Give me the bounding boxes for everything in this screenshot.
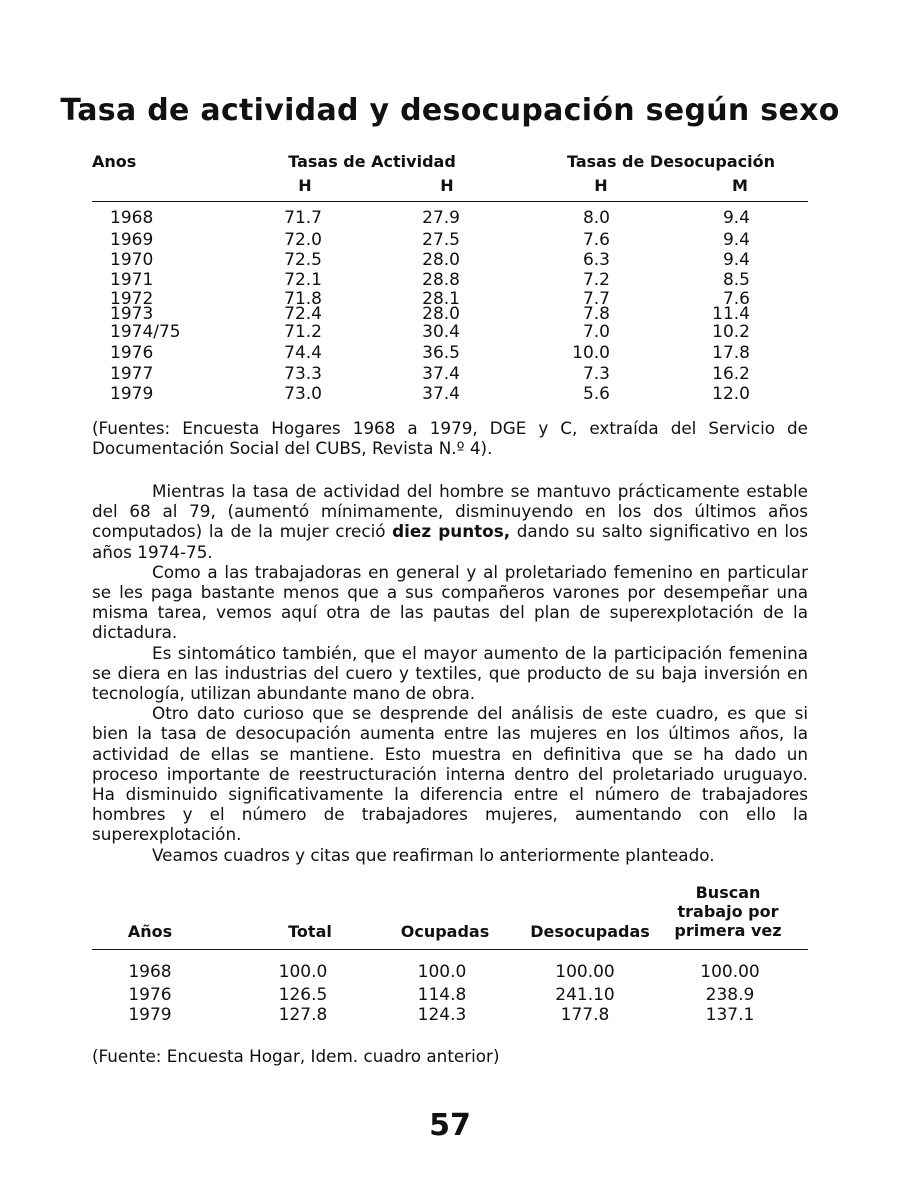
t1-value-cell: 7.6 xyxy=(722,289,750,309)
t1-value-cell: 9.4 xyxy=(722,250,750,270)
t2-year-cell: 1968 xyxy=(128,962,172,982)
p1-bold: diez puntos, xyxy=(392,521,511,542)
t1-value-cell: 71.2 xyxy=(284,322,322,342)
t1-value-cell: 7.3 xyxy=(582,364,610,384)
p1-text-a: Mientras la tasa de actividad del hombre se mantuvo prácticamente estable del 68 al 79, (aumentó mínimamente, disminuyendo en los dos últimos años computados) la de la mujer creció xyxy=(92,481,808,542)
t1-value-cell: 74.4 xyxy=(284,343,322,363)
t2-source-text: (Fuente: Encuesta Hogar, Idem. cuadro anterior) xyxy=(92,1046,500,1066)
t2-value-cell: 124.3 xyxy=(417,1005,467,1025)
t1-group-desocupacion: Tasas de Desocupación xyxy=(566,152,776,171)
t2-value-cell: 100.0 xyxy=(278,962,328,982)
t1-value-cell: 11.4 xyxy=(712,304,750,324)
t2-value-cell: 100.00 xyxy=(700,962,760,982)
t1-value-cell: 72.4 xyxy=(284,304,322,324)
t2-header-anos: Años xyxy=(127,922,173,941)
t1-source xyxy=(92,418,808,458)
t1-year-cell: 1977 xyxy=(110,364,154,384)
t1-header-rule xyxy=(92,201,808,202)
t2-value-cell: 127.8 xyxy=(278,1005,328,1025)
t1-value-cell: 7.8 xyxy=(582,304,610,324)
t1-year-cell: 1968 xyxy=(110,208,154,228)
t1-value-cell: 28.0 xyxy=(422,250,460,270)
t1-value-cell: 9.4 xyxy=(722,208,750,228)
p1-text-b: dando su salto significativo en los años 1974-75. xyxy=(92,521,809,562)
t1-value-cell: 8.0 xyxy=(582,208,610,228)
t1-value-cell: 7.7 xyxy=(582,289,610,309)
t1-year-cell: 1972 xyxy=(110,289,154,309)
t1-source-text: (Fuentes: Encuesta Hogares 1968 a 1979, DGE y C, extraída del Servicio de Documentación Social del CUBS, Revista N.º 4). xyxy=(92,418,808,459)
t1-value-cell: 9.4 xyxy=(722,230,750,250)
t1-sub-des-2: M xyxy=(732,176,748,195)
t2-header-ocupadas: Ocupadas xyxy=(400,922,490,941)
page-title: Tasa de actividad y desocupación según sexo xyxy=(60,93,840,128)
t1-sub-act-2: H xyxy=(440,176,454,195)
page-number: 57 xyxy=(429,1108,471,1143)
t1-year-cell: 1969 xyxy=(110,230,154,250)
t2-value-cell: 238.9 xyxy=(705,985,755,1005)
t1-value-cell: 12.0 xyxy=(712,384,750,404)
body-text xyxy=(92,481,808,865)
t1-value-cell: 73.3 xyxy=(284,364,322,384)
t2-year-cell: 1979 xyxy=(128,1005,172,1025)
t1-value-cell: 72.0 xyxy=(284,230,322,250)
t1-value-cell: 16.2 xyxy=(712,364,750,384)
t1-value-cell: 28.1 xyxy=(422,289,460,309)
t1-value-cell: 17.8 xyxy=(712,343,750,363)
t1-year-cell: 1974/75 xyxy=(110,322,181,342)
t2-header-buscan: Buscan trabajo por primera vez xyxy=(674,883,782,940)
t1-value-cell: 73.0 xyxy=(284,384,322,404)
paragraph-1 xyxy=(92,481,808,562)
t1-value-cell: 37.4 xyxy=(422,384,460,404)
paragraph-4: Otro dato curioso que se desprende del análisis de este cuadro, es que si bien la tasa de desocupación aumenta entre las mujeres en los últimos años, la actividad de ellas se mantiene. Esto muestra en definitiva que se ha dado un proceso importante de reestructuración interna dentro del proletariado uruguayo. Ha disminuido significativamente la diferencia entre el número de trabajadores hombres y el número de trabajadores mujeres, aumentando con ello la superexplotación. xyxy=(92,703,808,845)
t1-year-cell: 1979 xyxy=(110,384,154,404)
t1-value-cell: 8.5 xyxy=(722,270,750,290)
t1-sub-act-1: H xyxy=(298,176,312,195)
t1-year-cell: 1971 xyxy=(110,270,154,290)
t2-value-cell: 241.10 xyxy=(555,985,615,1005)
t1-value-cell: 10.2 xyxy=(712,322,750,342)
t1-value-cell: 37.4 xyxy=(422,364,460,384)
t1-year-cell: 1970 xyxy=(110,250,154,270)
paragraph-2: Como a las trabajadoras en general y al proletariado femenino en particular se les paga bastante menos que a sus compañeros varones por desempeñar una misma tarea, vemos aquí otra de las pautas del plan de superexplotación de la dictadura. xyxy=(92,561,808,643)
t1-col-anos: Anos xyxy=(92,152,137,171)
t1-value-cell: 5.6 xyxy=(582,384,610,404)
t2-header-total: Total xyxy=(288,922,332,941)
t1-value-cell: 7.2 xyxy=(582,270,610,290)
paragraph-3: Es sintomático también, que el mayor aumento de la participación femenina se diera en las industrias del cuero y textiles, que producto de su baja inversión en tecnología, utilizan abundante mano de obra. xyxy=(92,642,808,704)
t1-group-actividad: Tasas de Actividad xyxy=(288,152,456,171)
t1-value-cell: 71.8 xyxy=(284,289,322,309)
t2-value-cell: 137.1 xyxy=(705,1005,755,1025)
t1-value-cell: 30.4 xyxy=(422,322,460,342)
t1-value-cell: 6.3 xyxy=(582,250,610,270)
t1-value-cell: 36.5 xyxy=(422,343,460,363)
t2-value-cell: 177.8 xyxy=(560,1005,610,1025)
t1-year-cell: 1976 xyxy=(110,343,154,363)
paragraph-5: Veamos cuadros y citas que reafirman lo anteriormente planteado. xyxy=(152,844,715,865)
t2-value-cell: 126.5 xyxy=(278,985,328,1005)
t1-year-cell: 1973 xyxy=(110,304,154,324)
t1-value-cell: 27.9 xyxy=(422,208,460,228)
t1-value-cell: 7.6 xyxy=(582,230,610,250)
t1-sub-des-1: H xyxy=(594,176,608,195)
t1-value-cell: 72.5 xyxy=(284,250,322,270)
t2-value-cell: 100.0 xyxy=(417,962,467,982)
t2-header-rule xyxy=(92,949,808,950)
t1-value-cell: 72.1 xyxy=(284,270,322,290)
t1-value-cell: 28.8 xyxy=(422,270,460,290)
t2-value-cell: 114.8 xyxy=(417,985,467,1005)
t1-value-cell: 7.0 xyxy=(582,322,610,342)
t1-value-cell: 28.0 xyxy=(422,304,460,324)
t1-value-cell: 71.7 xyxy=(284,208,322,228)
t1-value-cell: 27.5 xyxy=(422,230,460,250)
t2-value-cell: 100.00 xyxy=(555,962,615,982)
t2-source xyxy=(92,1046,808,1066)
t2-year-cell: 1976 xyxy=(128,985,172,1005)
t2-header-desocupadas: Desocupadas xyxy=(530,922,650,941)
t1-value-cell: 10.0 xyxy=(572,343,610,363)
